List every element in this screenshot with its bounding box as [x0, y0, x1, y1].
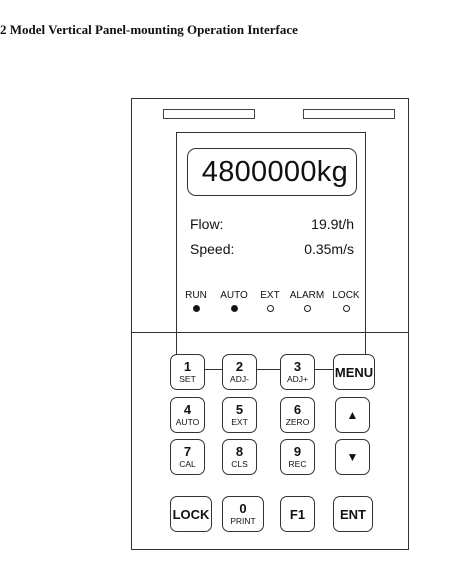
speed-label: Speed: — [190, 241, 235, 257]
key-5-ext[interactable] — [222, 397, 257, 433]
weight-value: 4800000kg — [201, 155, 348, 188]
f1-key[interactable] — [280, 496, 315, 532]
key-number: 4 — [183, 401, 192, 417]
speed-value: 0.35m/s — [304, 241, 354, 257]
indicator-led — [231, 305, 238, 312]
indicator-run — [176, 289, 216, 312]
indicator-alarm — [287, 289, 327, 312]
flow-value: 19.9t/h — [311, 216, 354, 232]
key-number: 5 — [235, 401, 244, 417]
key-1-set[interactable] — [170, 354, 205, 390]
enter-key[interactable] — [333, 496, 373, 532]
indicator-label: ALARM — [289, 290, 325, 301]
key-number: 6 — [293, 401, 302, 417]
key-4-auto[interactable] — [170, 397, 205, 433]
key-label: ENT — [340, 506, 366, 522]
weight-display — [187, 148, 357, 196]
indicator-label: AUTO — [220, 290, 248, 301]
key-label: LOCK — [172, 506, 210, 522]
flow-row — [190, 216, 354, 232]
key-number: 7 — [183, 443, 192, 459]
label-slot-left — [163, 109, 255, 119]
speed-row — [190, 241, 354, 257]
indicator-led — [193, 305, 200, 312]
key-number: 9 — [293, 443, 302, 459]
down-arrow-key[interactable] — [335, 439, 370, 475]
key-function: SET — [179, 373, 196, 384]
page-title: 2 Model Vertical Panel-mounting Operation Interface — [0, 22, 298, 37]
menu-key[interactable] — [333, 354, 375, 390]
key-number: 3 — [293, 358, 302, 374]
indicator-label: LOCK — [332, 290, 360, 301]
panel-device — [131, 98, 409, 550]
key-number: 8 — [235, 443, 244, 459]
key-function: ADJ+ — [286, 373, 309, 384]
indicator-led — [267, 305, 274, 312]
key-number: 1 — [183, 358, 192, 374]
indicator-ext — [250, 289, 290, 312]
indicator-auto — [214, 289, 254, 312]
indicator-led — [304, 305, 311, 312]
triangle-down-icon: ▼ — [346, 450, 359, 464]
key-function: EXT — [231, 416, 248, 427]
key-6-zero[interactable] — [280, 397, 315, 433]
key-function: ADJ- — [230, 373, 249, 384]
key-label: F1 — [289, 506, 306, 522]
key-number: 0 — [239, 500, 247, 516]
panel-divider — [132, 332, 408, 333]
indicator-label: EXT — [260, 290, 280, 301]
lock-key[interactable] — [170, 496, 212, 532]
key-0-print[interactable] — [222, 496, 264, 532]
key-function: REC — [288, 458, 307, 469]
key-9-rec[interactable] — [280, 439, 315, 475]
triangle-up-icon: ▲ — [346, 408, 359, 422]
status-indicators — [176, 289, 366, 329]
flow-label: Flow: — [190, 216, 224, 232]
up-arrow-key[interactable] — [335, 397, 370, 433]
key-7-cal[interactable] — [170, 439, 205, 475]
key-number: 2 — [235, 358, 244, 374]
label-slot-right — [303, 109, 395, 119]
key-function: PRINT — [230, 515, 256, 526]
key-function: CAL — [179, 458, 196, 469]
indicator-led — [343, 305, 350, 312]
indicator-label: RUN — [185, 290, 207, 301]
key-3-adj-plus[interactable] — [280, 354, 315, 390]
key-function: ZERO — [285, 416, 310, 427]
key-8-cls[interactable] — [222, 439, 257, 475]
key-function: CLS — [231, 458, 248, 469]
key-2-adj-minus[interactable] — [222, 354, 257, 390]
indicator-lock — [326, 289, 366, 312]
lcd-screen — [176, 132, 366, 370]
key-label: MENU — [334, 364, 374, 380]
key-function: AUTO — [175, 416, 200, 427]
